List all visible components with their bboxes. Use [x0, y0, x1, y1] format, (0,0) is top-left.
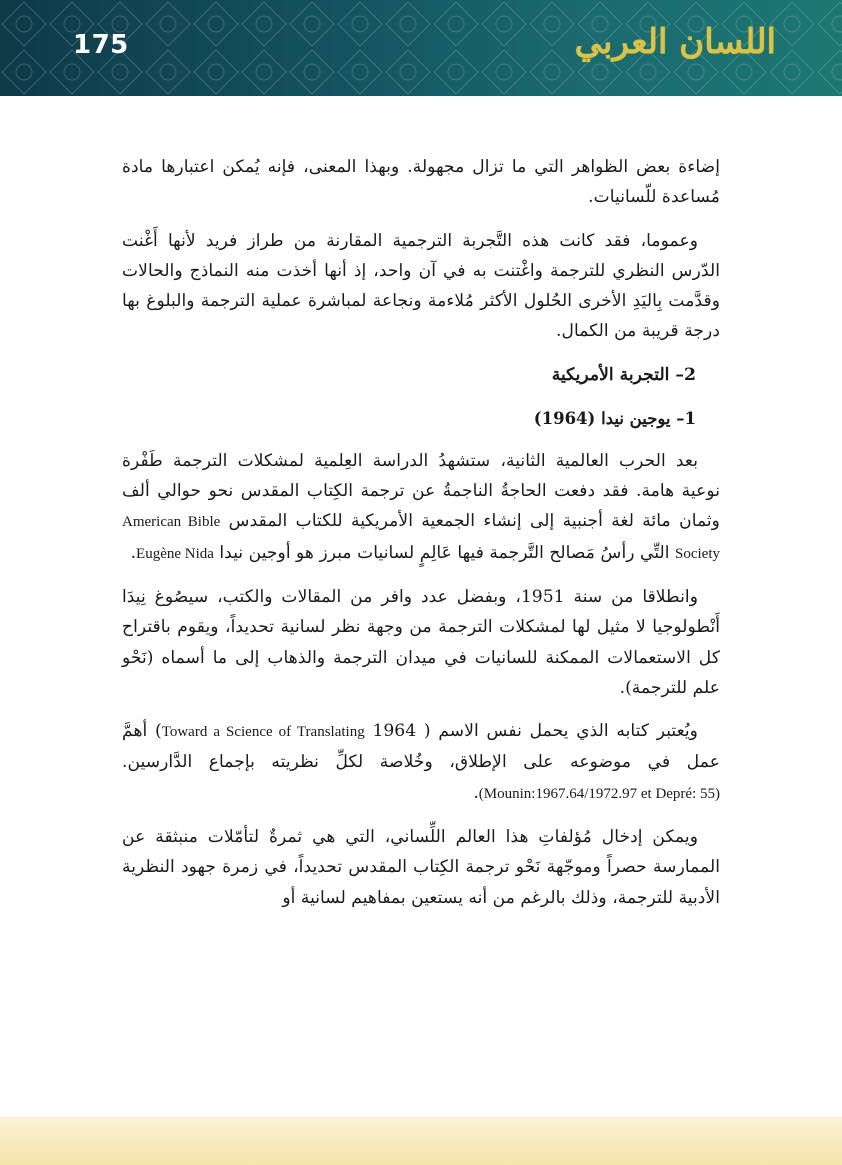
paragraph-5-text-b: 1964) أهمَّ عمل في موضوعه على الإطلاق، وخُلاصة لكلِّ نظريته بإجماع الدَّارسين. [122, 721, 720, 773]
paragraph-6: ويمكن إدخال مُؤلفاتِ هذا العالم اللِّساني، التي هي ثمرةٌ لتأمّلات منبثقة عن الممارسة حصراً وموجّهة نَحْو ترجمة الكِتاب المقدس تحديداً، في زمرة جهود النظرية الأدبية للترجمة، وذلك بالرغم من أنه يستعين بمفاهيم لسانية أو [122, 827, 720, 908]
page-footer [0, 1117, 842, 1165]
page-header [0, 0, 842, 96]
journal-logo: اللسان العربي [574, 22, 776, 62]
section-heading: 2– التجربة الأمريكية [551, 364, 696, 385]
paragraph-3-text-b: التِّي رأسُ مَصالح التَّرجمة فيها عَالِمٍ لسانيات مبرز هو أوجين نيدا [219, 542, 670, 563]
subsection-heading: 1– يوجين نيدا (1964) [533, 408, 696, 428]
page-number: 175 [73, 30, 129, 60]
paragraph-1: إضاءة بعض الظواهر التي ما تزال مجهولة. وبهذا المعنى، فإنه يُمكن اعتبارها مادة مُساعدة للّسانيات. [122, 157, 720, 208]
latin-term-society: American Bible Society [122, 514, 720, 562]
article-body [122, 152, 720, 926]
paragraph-3-text-a: بعد الحرب العالمية الثانية، ستشهدُ الدراسة العِلمية لمشكلات الترجمة طَفْرة نوعية هامة. فقد دفعت الحاجةُ الناجمةُ عن ترجمة الكِتاب المقدس نحو حوالي ألف وثمان مائة لغة أجنبية إلى إنشاء الجمعية الأمريكية للكتاب المقدس [122, 450, 720, 532]
paragraph-5-end: . [473, 782, 479, 803]
paragraph-3-end: . [130, 542, 137, 563]
paragraph-5-text-a: ويُعتبر كتابه الذي يحمل نفس الاسم ( [423, 721, 698, 742]
paragraph-3 [122, 446, 720, 569]
paragraph-2: وعموما، فقد كانت هذه التَّجربة الترجمية المقارنة من طراز فريد لأنها أَغْنت الدّرس النظري للترجمة واغْتنت به في آن واحد، إذ أنها أخذت منه النماذج والحالات وقدَّمت بِاليَدِ الأخرى الحُلول الأكثر مُلاءمة ونجاعة لمباشرة عملية الترجمة والبلوغ بها درجة قريبة من الكمال. [122, 230, 720, 342]
citation: (Mounin:1967.64/1972.97 et Depré: 55) [478, 785, 720, 802]
latin-book-title: Toward a Science of Translating [161, 724, 365, 741]
paragraph-5 [122, 716, 720, 809]
paragraph-4: وانطلاقا من سنة 1951، وبفضل عدد وافر من المقالات والكتب، سيصُوغ نِيدَا أَنْطولوجيا لا مثيل لها لمشكلات الترجمة من وجهة نظر لسانية تحديداً، ويقوم باقتراح كل الاستعمالات الممكنة للسانيات في ميدان الترجمة والذهاب إلى ما أسماه (نَحْو علم للترجمة). [122, 586, 720, 698]
latin-term-nida: Eugène Nida [136, 545, 214, 562]
